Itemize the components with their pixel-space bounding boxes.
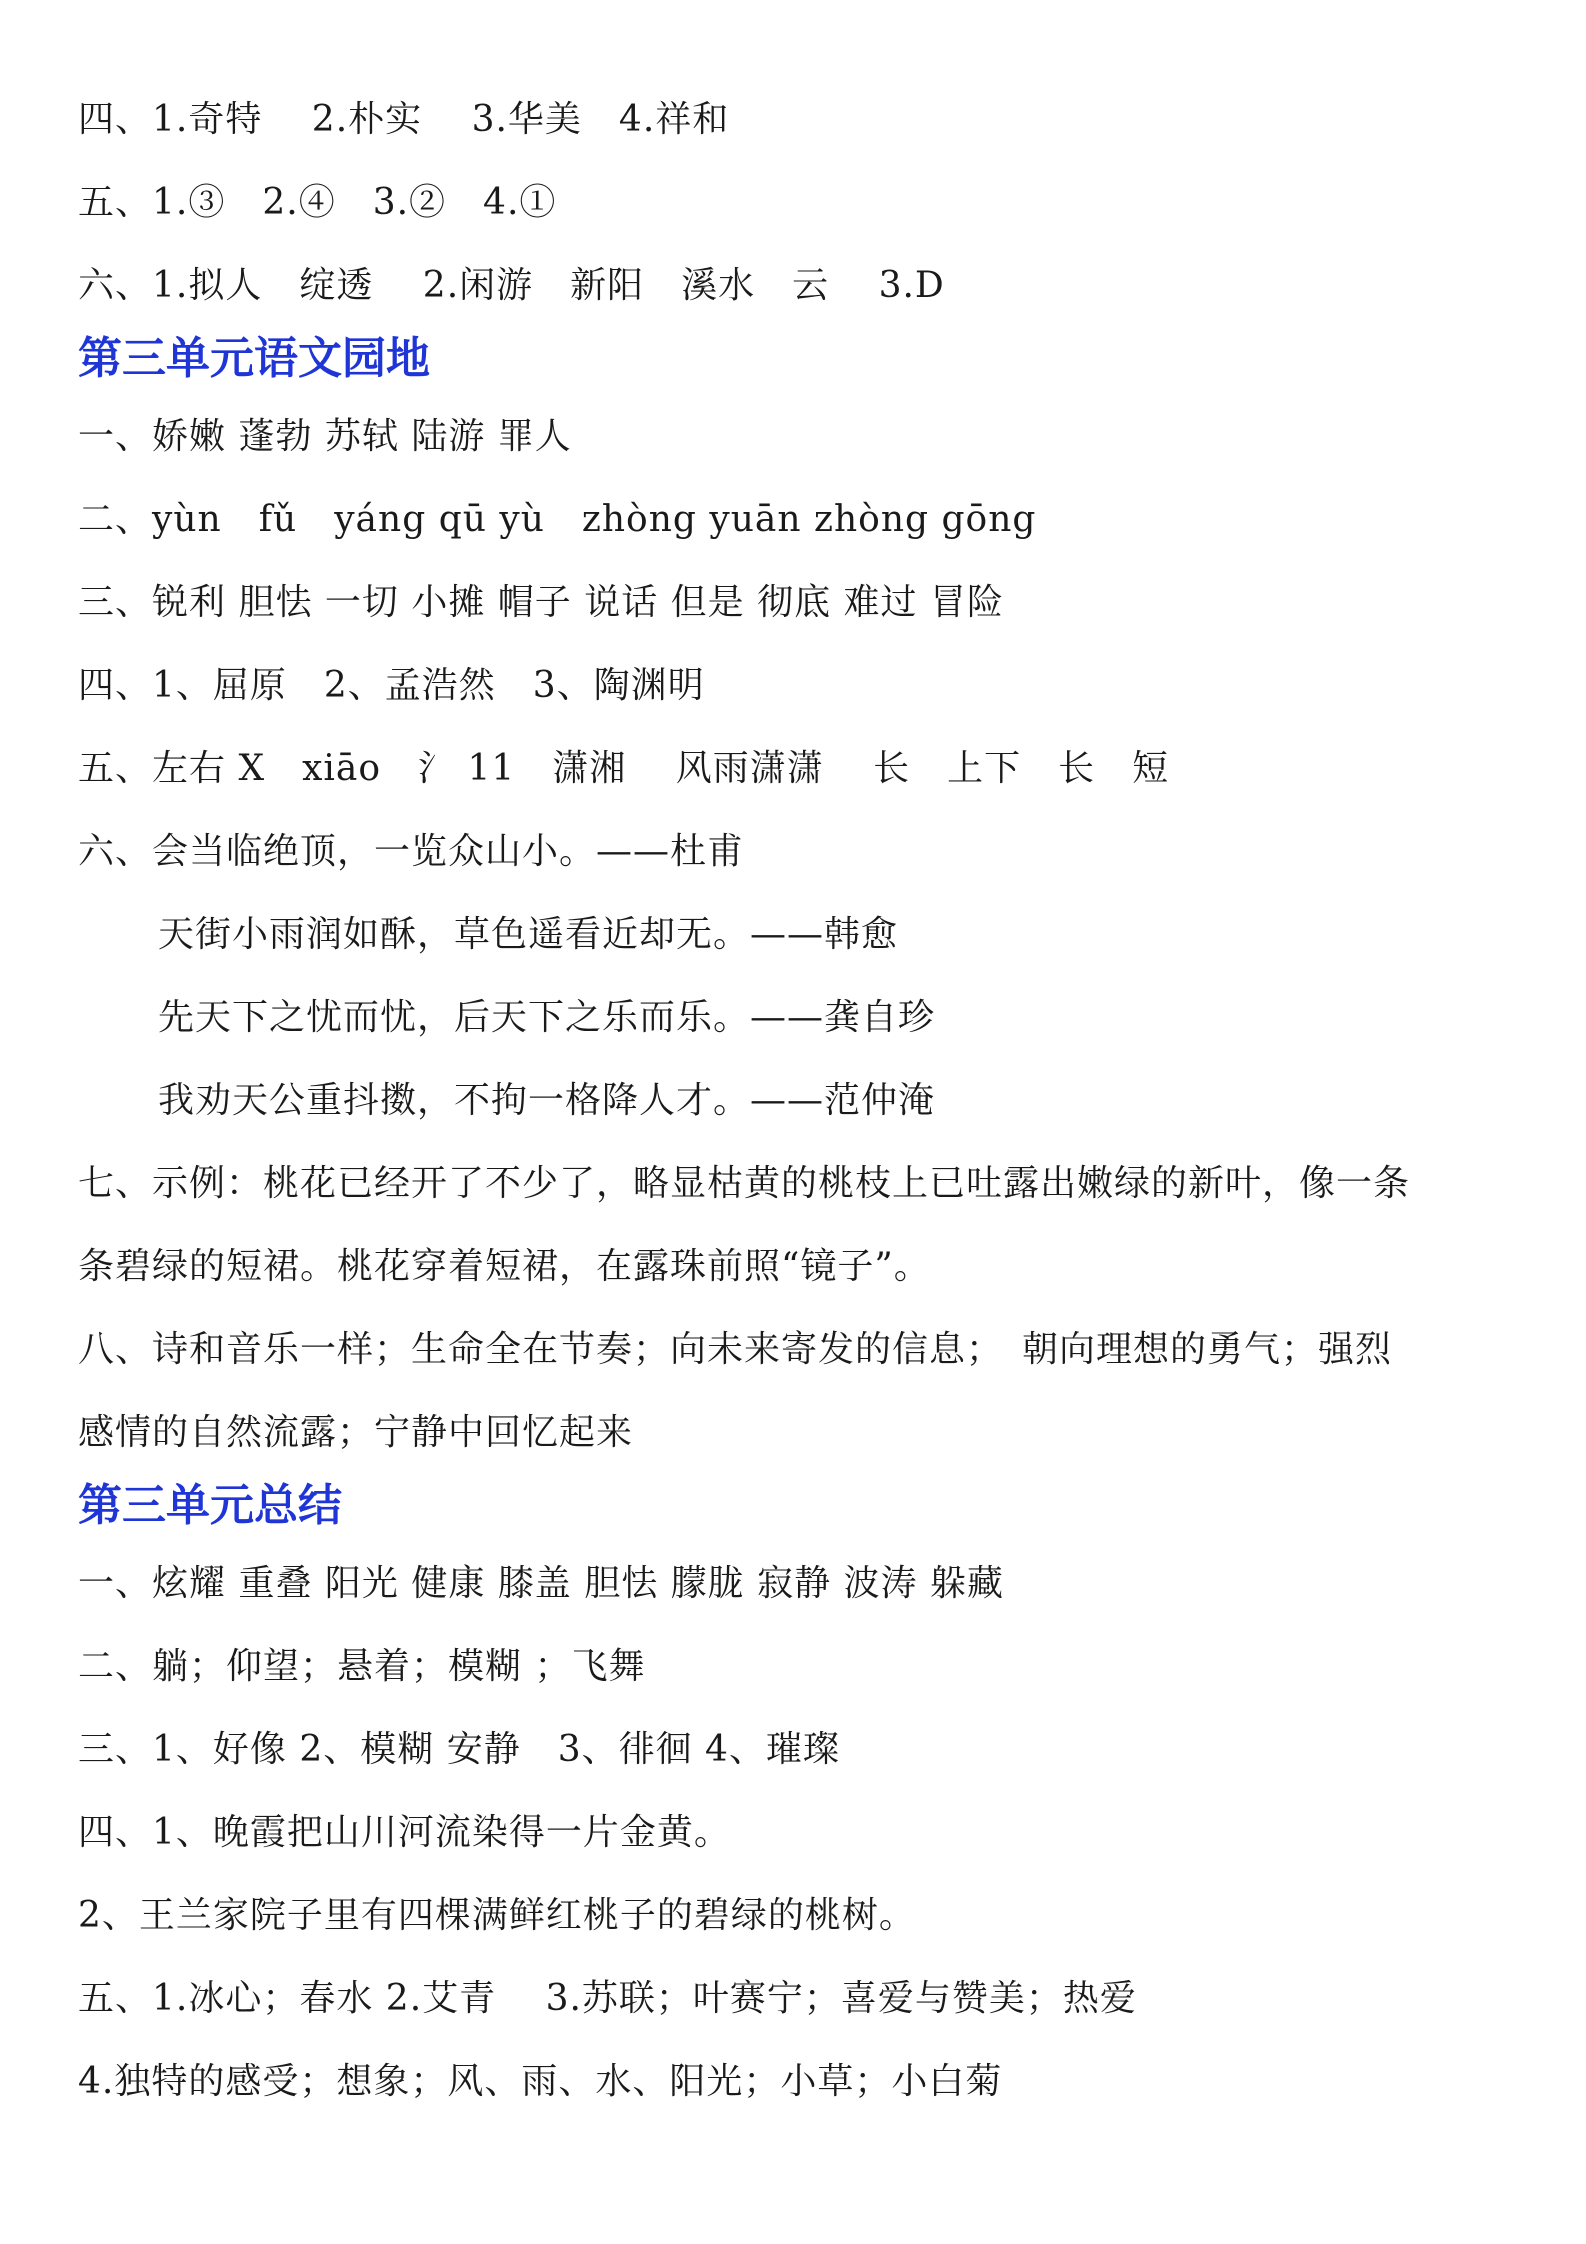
answer-line: 七、示例：桃花已经开了不少了，略显枯黄的桃枝上已吐露出嫩绿的新叶，像一条 — [78, 1163, 1411, 1204]
answer-line: 二、yùn fǔ yáng qū yù zhòng yuān zhòng gōng — [78, 499, 1037, 540]
answer-line: 五、1.冰心；春水 2.艾青 3.苏联；叶赛宁；喜爱与赞美；热爱 — [78, 1978, 1137, 2019]
poem-line: 先天下之忧而忧，后天下之乐而乐。——龚自珍 — [158, 997, 936, 1038]
answer-line: 三、锐利 胆怯 一切 小摊 帽子 说话 但是 彻底 难过 冒险 — [78, 582, 1004, 623]
answer-line: 二、躺；仰望；悬着；模糊 ；飞舞 — [78, 1646, 646, 1687]
answer-line: 四、1、晚霞把山川河流染得一片金黄。 — [78, 1812, 731, 1853]
answer-line: 一、炫耀 重叠 阳光 健康 膝盖 胆怯 朦胧 寂静 波涛 躲藏 — [78, 1563, 1004, 1604]
answer-line: 条碧绿的短裙。桃花穿着短裙，在露珠前照“镜子”。 — [78, 1246, 931, 1287]
answer-line: 五、左右 X xiāo 氵 11 潇湘 风雨潇潇 长 上下 长 短 — [78, 748, 1170, 789]
answer-line: 三、1、好像 2、模糊 安静 3、徘徊 4、璀璨 — [78, 1729, 840, 1770]
answer-line: 2、王兰家院子里有四棵满鲜红桃子的碧绿的桃树。 — [78, 1895, 916, 1936]
answer-line: 四、1、屈原 2、孟浩然 3、陶渊明 — [78, 665, 705, 706]
answer-line: 五、1.③ 2.④ 3.② 4.① — [78, 182, 557, 223]
answer-line: 感情的自然流露；宁静中回忆起来 — [78, 1412, 634, 1453]
answer-line: 八、诗和音乐一样；生命全在节奏；向未来寄发的信息； 朝向理想的勇气；强烈 — [78, 1329, 1393, 1370]
answer-line: 一、娇嫩 蓬勃 苏轼 陆游 罪人 — [78, 416, 572, 457]
poem-line: 天街小雨润如酥，草色遥看近却无。——韩愈 — [158, 914, 899, 955]
answer-line: 四、1.奇特 2.朴实 3.华美 4.祥和 — [78, 99, 730, 140]
answer-line: 六、1.拟人 绽透 2.闲游 新阳 溪水 云 3.D — [78, 265, 945, 306]
section-heading: 第三单元总结 — [78, 1480, 342, 1531]
poem-line: 我劝天公重抖擞，不拘一格降人才。——范仲淹 — [158, 1080, 936, 1121]
answer-line: 六、会当临绝顶，一览众山小。——杜甫 — [78, 831, 745, 872]
section-heading: 第三单元语文园地 — [78, 333, 430, 384]
answer-line: 4.独特的感受；想象；风、雨、水、阳光；小草；小白菊 — [78, 2061, 1003, 2102]
